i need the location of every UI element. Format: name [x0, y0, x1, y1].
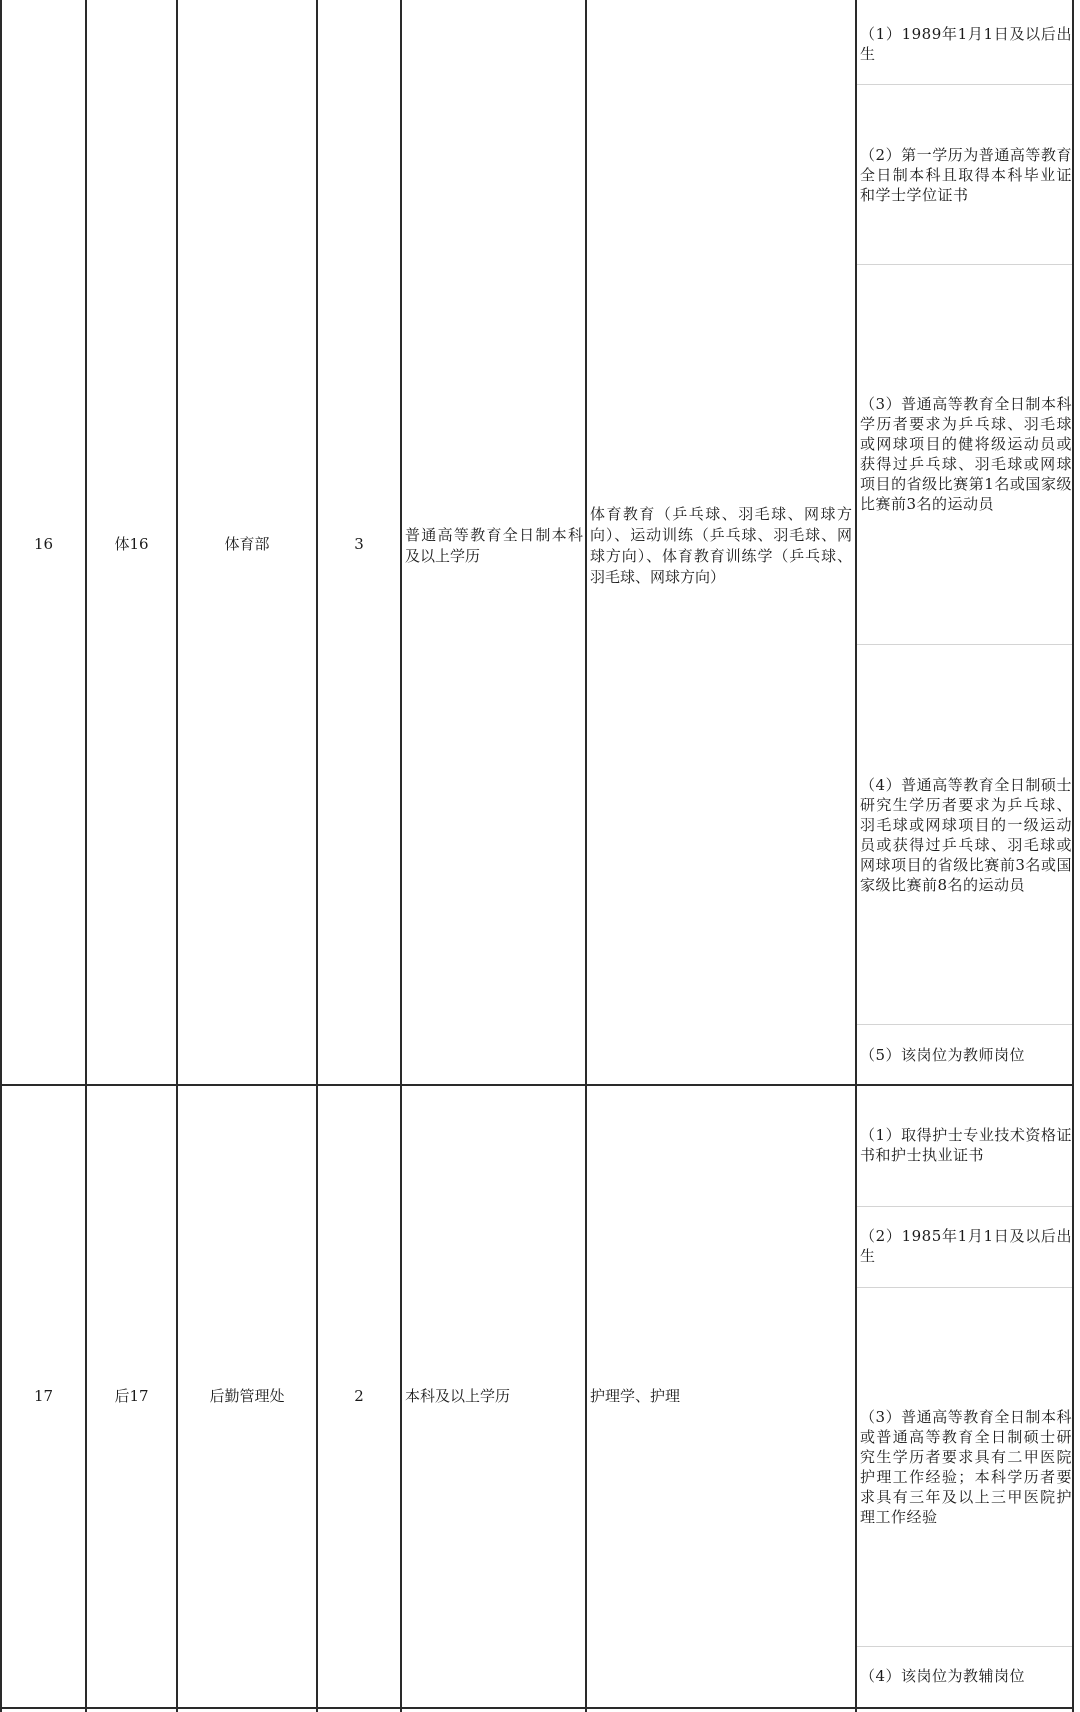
- requirement-divider: [857, 1287, 1072, 1288]
- requirement-divider: [857, 264, 1072, 265]
- requirement-divider: [857, 84, 1072, 85]
- cell-headcount: 3: [354, 535, 364, 553]
- requirement-item: （1）取得护士专业技术资格证书和护士执业证书: [860, 1126, 1072, 1164]
- row-divider: [0, 1707, 1073, 1709]
- requirement-item: （5）该岗位为教师岗位: [860, 1046, 1026, 1064]
- cell-headcount: 2: [354, 1387, 364, 1405]
- requirement-item: （3）普通高等教育全日制本科学历者要求为乒乓球、羽毛球或网球项目的健将级运动员或获得过乒乓球、羽毛球或网球项目的省级比赛第1名或国家级比赛前3名的运动员: [860, 395, 1072, 513]
- requirement-item: （3）普通高等教育全日制本科或普通高等教育全日制硕士研究生学历者要求具有二甲医院护理工作经验；本科学历者要求具有三年及以上三甲医院护理工作经验: [860, 1408, 1072, 1526]
- cell-major: 护理学、护理: [590, 1387, 681, 1405]
- column-divider: [585, 0, 587, 1712]
- requirement-divider: [857, 1024, 1072, 1025]
- cell-position-code: 体16: [114, 535, 149, 553]
- requirement-divider: [857, 1646, 1072, 1647]
- cell-serial-number: 17: [33, 1387, 54, 1405]
- cell-department: 体育部: [224, 535, 270, 553]
- column-divider: [316, 0, 318, 1712]
- requirement-item: （2）第一学历为普通高等教育全日制本科且取得本科毕业证和学士学位证书: [860, 146, 1072, 204]
- requirement-item: （1）1989年1月1日及以后出生: [860, 25, 1072, 63]
- column-divider: [0, 0, 2, 1712]
- requirement-divider: [857, 1206, 1072, 1207]
- requirement-item: （2）1985年1月1日及以后出生: [860, 1227, 1072, 1265]
- column-divider: [855, 0, 857, 1712]
- cell-major: 体育教育（乒乓球、羽毛球、网球方向）、运动训练（乒乓球、羽毛球、网球方向）、体育教育训练学（乒乓球、羽毛球、网球方向）: [590, 505, 852, 586]
- cell-department: 后勤管理处: [209, 1387, 285, 1405]
- requirement-item: （4）普通高等教育全日制硕士研究生学历者要求为乒乓球、羽毛球或网球项目的一级运动员或获得过乒乓球、羽毛球或网球项目的省级比赛前3名或国家级比赛前8名的运动员: [860, 776, 1072, 894]
- cell-position-code: 后17: [114, 1387, 149, 1405]
- column-divider: [176, 0, 178, 1712]
- column-divider: [1072, 0, 1074, 1712]
- requirement-item: （4）该岗位为教辅岗位: [860, 1667, 1026, 1685]
- requirement-divider: [857, 644, 1072, 645]
- cell-education: 本科及以上学历: [405, 1387, 511, 1405]
- cell-serial-number: 16: [33, 535, 54, 553]
- column-divider: [400, 0, 402, 1712]
- row-divider: [0, 1084, 1073, 1086]
- column-divider: [85, 0, 87, 1712]
- cell-education: 普通高等教育全日制本科及以上学历: [405, 526, 583, 565]
